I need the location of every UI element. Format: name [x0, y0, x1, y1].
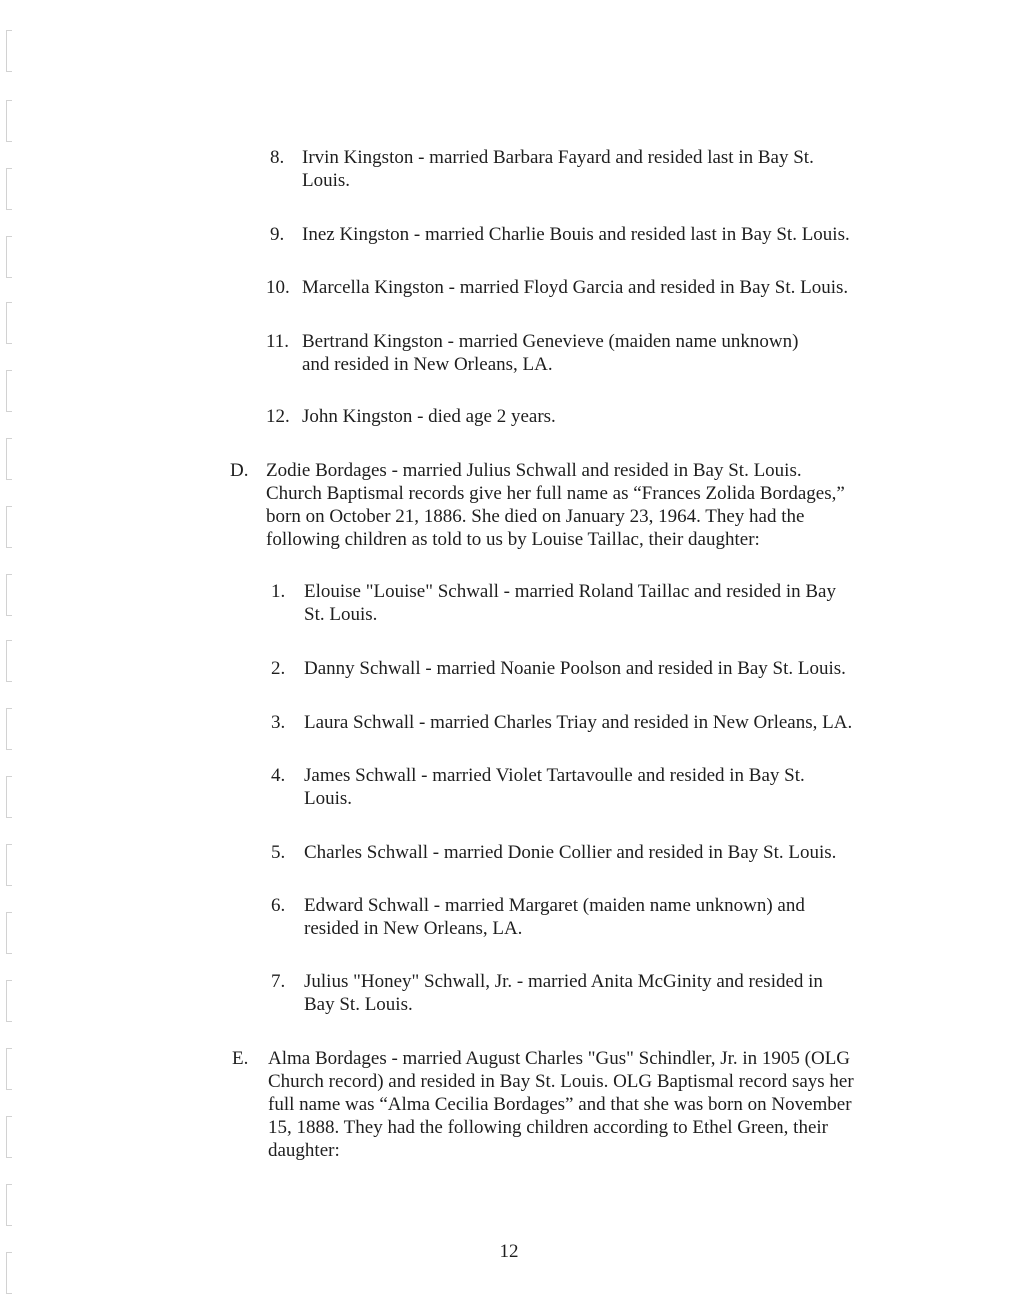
item-number: 1. — [271, 581, 286, 602]
section-text-line: 15, 1888. They had the following children according to Ethel Green, their — [268, 1117, 828, 1138]
binding-mark — [6, 302, 12, 344]
item-number: 9. — [270, 224, 285, 245]
binding-mark — [6, 574, 12, 616]
item-number: 4. — [271, 765, 286, 786]
binding-mark — [6, 1048, 12, 1090]
binding-edge — [0, 0, 20, 1315]
binding-mark — [6, 776, 12, 818]
item-text-line: Laura Schwall - married Charles Triay and resided in New Orleans, LA. — [304, 712, 853, 733]
binding-mark — [6, 912, 12, 954]
binding-mark — [6, 640, 12, 682]
binding-mark — [6, 30, 12, 72]
item-text-line: and resided in New Orleans, LA. — [302, 354, 553, 375]
item-number: 12. — [266, 406, 290, 427]
binding-mark — [6, 844, 12, 886]
section-text-line: Church Baptismal records give her full name as “Frances Zolida Bordages,” — [266, 483, 845, 504]
item-text-line: Danny Schwall - married Noanie Poolson and resided in Bay St. Louis. — [304, 658, 846, 679]
item-text-line: resided in New Orleans, LA. — [304, 918, 523, 939]
section-text-line: following children as told to us by Louise Taillac, their daughter: — [266, 529, 760, 550]
item-text-line: Bertrand Kingston - married Genevieve (maiden name unknown) — [302, 331, 799, 352]
item-text-line: St. Louis. — [304, 604, 378, 625]
item-number: 3. — [271, 712, 286, 733]
item-text-line: Edward Schwall - married Margaret (maiden name unknown) and — [304, 895, 805, 916]
section-letter: E. — [232, 1048, 249, 1069]
binding-mark — [6, 370, 12, 412]
section-letter: D. — [230, 460, 249, 481]
item-number: 2. — [271, 658, 286, 679]
binding-mark — [6, 168, 12, 210]
binding-mark — [6, 100, 12, 142]
section-text-line: daughter: — [268, 1140, 340, 1161]
binding-mark — [6, 438, 12, 480]
section-text-line: born on October 21, 1886. She died on January 23, 1964. They had the — [266, 506, 805, 527]
item-text-line: Louis. — [302, 170, 351, 191]
section-text-line: Church record) and resided in Bay St. Louis. OLG Baptismal record says her — [268, 1071, 854, 1092]
binding-mark — [6, 1116, 12, 1158]
item-text-line: James Schwall - married Violet Tartavoulle and resided in Bay St. — [304, 765, 805, 786]
item-number: 11. — [266, 331, 290, 352]
page-number: 12 — [499, 1241, 519, 1262]
binding-mark — [6, 980, 12, 1022]
binding-mark — [6, 708, 12, 750]
section-text-line: Zodie Bordages - married Julius Schwall and resided in Bay St. Louis. — [266, 460, 802, 481]
item-number: 8. — [270, 147, 285, 168]
item-text-line: Inez Kingston - married Charlie Bouis and resided last in Bay St. Louis. — [302, 224, 850, 245]
section-text-line: full name was “Alma Cecilia Bordages” and that she was born on November — [268, 1094, 852, 1115]
item-text-line: Julius "Honey" Schwall, Jr. - married Anita McGinity and resided in — [304, 971, 823, 992]
item-number: 6. — [271, 895, 286, 916]
item-text-line: Charles Schwall - married Donie Collier and resided in Bay St. Louis. — [304, 842, 837, 863]
binding-mark — [6, 1184, 12, 1226]
item-text-line: John Kingston - died age 2 years. — [302, 406, 556, 427]
item-text-line: Marcella Kingston - married Floyd Garcia and resided in Bay St. Louis. — [302, 277, 849, 298]
binding-mark — [6, 236, 12, 278]
item-number: 10. — [266, 277, 290, 298]
item-text-line: Irvin Kingston - married Barbara Fayard and resided last in Bay St. — [302, 147, 814, 168]
binding-mark — [6, 506, 12, 548]
item-text-line: Bay St. Louis. — [304, 994, 413, 1015]
item-text-line: Elouise "Louise" Schwall - married Roland Taillac and resided in Bay — [304, 581, 836, 602]
item-number: 5. — [271, 842, 286, 863]
item-text-line: Louis. — [304, 788, 353, 809]
item-number: 7. — [271, 971, 286, 992]
section-text-line: Alma Bordages - married August Charles "Gus" Schindler, Jr. in 1905 (OLG — [268, 1048, 851, 1069]
